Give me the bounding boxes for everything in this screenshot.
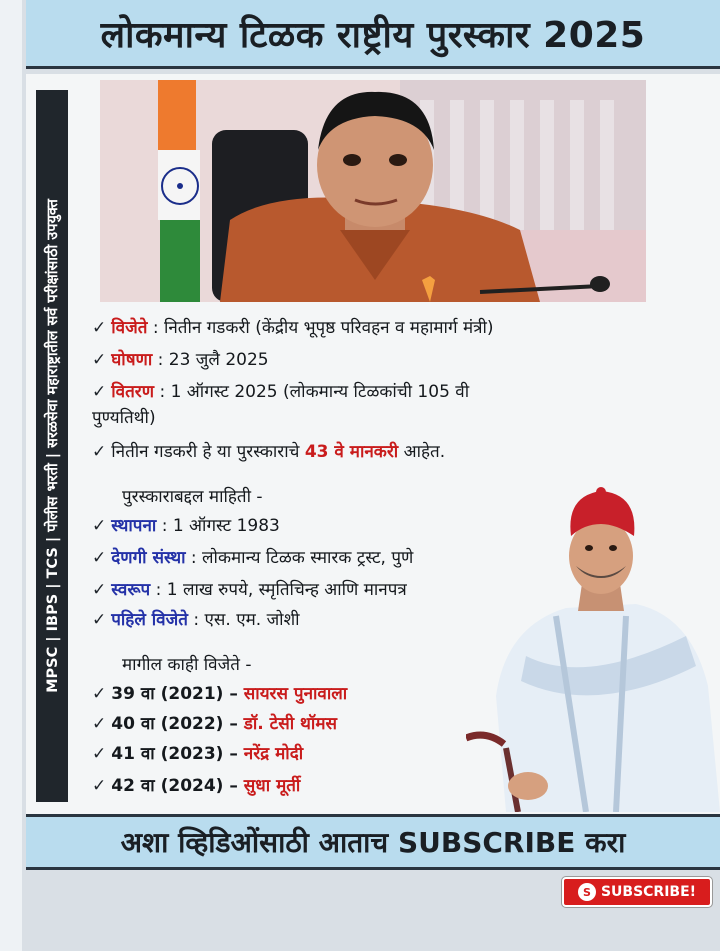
check-icon: ✓ xyxy=(92,580,107,600)
check-icon: ✓ xyxy=(92,548,107,568)
check-icon: ✓ xyxy=(92,350,107,370)
winner-photo xyxy=(100,80,646,302)
left-margin xyxy=(0,0,22,951)
subscribe-icon: S xyxy=(578,883,596,901)
established-label: स्थापना xyxy=(111,516,157,536)
fact-announcement xyxy=(92,348,269,372)
about-first-winner xyxy=(92,608,300,632)
past-winner-row xyxy=(92,682,347,706)
established-value: : 1 ऑगस्ट 1983 xyxy=(156,516,280,536)
past-edition: 40 वा (2022) – xyxy=(111,714,244,734)
fact-distribution-cont: पुण्यतिथी) xyxy=(92,408,156,428)
past-heading: मागील काही विजेते - xyxy=(122,655,252,675)
fact-rank xyxy=(92,440,445,464)
about-heading: पुरस्काराबद्दल माहिती - xyxy=(122,487,263,507)
rank-post: आहेत. xyxy=(398,442,446,462)
check-icon: ✓ xyxy=(92,318,107,338)
subscribe-button[interactable] xyxy=(562,877,712,907)
about-donor xyxy=(92,546,413,570)
rank-pre: नितीन गडकरी हे या पुरस्काराचे xyxy=(111,442,305,462)
cta-banner xyxy=(26,814,720,870)
first-winner-value: : एस. एम. जोशी xyxy=(187,610,300,630)
announce-label: घोषणा xyxy=(111,350,153,370)
check-icon: ✓ xyxy=(92,744,107,764)
side-exam-label: MPSC | IBPS | TCS | पोलीस भरती | सरळसेवा महाराष्ट्रातील सर्व परीक्षांसाठी उपयुक्त xyxy=(45,199,61,693)
check-icon: ✓ xyxy=(92,516,107,536)
winner-label: विजेते xyxy=(111,318,148,338)
check-icon: ✓ xyxy=(92,610,107,630)
past-winner-name: डॉ. टेसी थॉमस xyxy=(243,714,337,734)
check-icon: ✓ xyxy=(92,776,107,796)
winner-value: : नितीन गडकरी (केंद्रीय भूपृष्ठ परिवहन व महामार्ग मंत्री) xyxy=(147,318,494,338)
announce-value: : 23 जुलै 2025 xyxy=(152,350,269,370)
fact-winner xyxy=(92,316,494,340)
check-icon: ✓ xyxy=(92,684,107,704)
past-winner-row xyxy=(92,742,303,766)
form-value: : 1 लाख रुपये, स्मृतिचिन्ह आणि मानपत्र xyxy=(150,580,407,600)
fact-distribution xyxy=(92,380,469,404)
past-winner-row xyxy=(92,712,337,736)
past-winner-name: सायरस पुनावाला xyxy=(243,684,348,704)
past-edition: 42 वा (2024) – xyxy=(111,776,244,796)
title-banner xyxy=(26,0,720,69)
rank-highlight: 43 वे मानकरी xyxy=(304,442,399,462)
about-established xyxy=(92,514,280,538)
check-icon: ✓ xyxy=(92,714,107,734)
check-icon: ✓ xyxy=(92,382,107,402)
past-winner-name: नरेंद्र मोदी xyxy=(243,744,304,764)
subscribe-label: SUBSCRIBE! xyxy=(600,884,697,900)
distribution-label: वितरण xyxy=(111,382,155,402)
cta-text: अशा व्हिडिओंसाठी आताच SUBSCRIBE करा xyxy=(120,826,626,859)
page-title: लोकमान्य टिळक राष्ट्रीय पुरस्कार 2025 xyxy=(100,14,646,56)
past-edition: 39 वा (2021) – xyxy=(111,684,244,704)
form-label: स्वरूप xyxy=(111,580,151,600)
tilak-illustration xyxy=(466,486,720,812)
donor-value: : लोकमान्य टिळक स्मारक ट्रस्ट, पुणे xyxy=(185,548,414,568)
first-winner-label: पहिले विजेते xyxy=(111,610,188,630)
past-winner-row xyxy=(92,774,300,798)
past-winner-name: सुधा मूर्ती xyxy=(243,776,301,796)
distribution-value: : 1 ऑगस्ट 2025 (लोकमान्य टिळकांची 105 वी xyxy=(154,382,470,402)
about-form xyxy=(92,578,407,602)
past-edition: 41 वा (2023) – xyxy=(111,744,244,764)
check-icon: ✓ xyxy=(92,442,107,462)
donor-label: देणगी संस्था xyxy=(111,548,186,568)
